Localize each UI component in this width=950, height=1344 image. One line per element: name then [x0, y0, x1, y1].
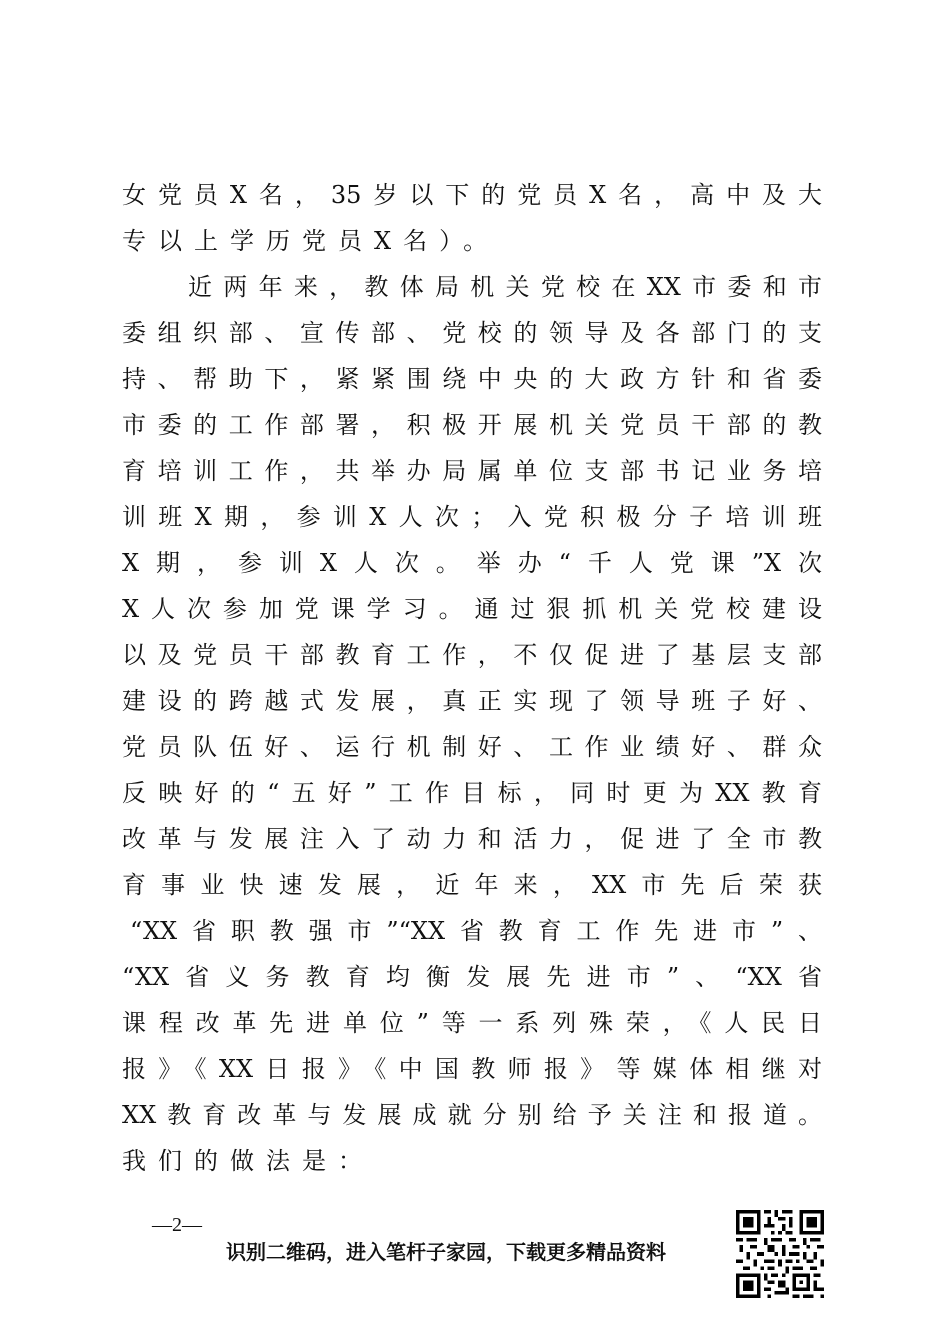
- qr-code-icon[interactable]: [736, 1210, 824, 1298]
- text-line-21: XX教育改革与发展成就分别给予关注和报道。: [122, 1101, 822, 1129]
- text-line-2: 专以上学历党员X名）。: [122, 227, 500, 255]
- text-line-19: 课程改革先进单位”等一系列殊荣，《人民日: [122, 1009, 822, 1037]
- text-line-17: “XX省职教强市”“XX省教育工作先进市”、: [130, 917, 822, 945]
- footer-banner: 识别二维码，进入笔杆子家园，下载更多精品资料: [226, 1240, 666, 1264]
- text-line-10: X人次参加党课学习。通过狠抓机关党校建设: [122, 595, 822, 623]
- text-line-16: 育事业快速发展，近年来，XX市先后荣获: [122, 871, 822, 899]
- page-number: —2—: [152, 1214, 202, 1236]
- text-line-13: 党员队伍好、运行机制好、工作业绩好、群众: [122, 733, 822, 761]
- text-line-20: 报》《XX日报》《中国教师报》等媒体相继对: [122, 1055, 822, 1083]
- text-line-1: 女党员X名，35岁以下的党员X名，高中及大: [122, 181, 822, 209]
- text-line-3: 近两年来，教体局机关党校在XX市委和市: [188, 273, 822, 301]
- text-line-8: 训班X期，参训X人次；入党积极分子培训班: [122, 503, 822, 531]
- body-text: [122, 172, 822, 1184]
- text-line-11: 以及党员干部教育工作，不仅促进了基层支部: [122, 641, 822, 669]
- text-line-22: 我们的做法是：: [122, 1147, 374, 1175]
- text-line-7: 育培训工作，共举办局属单位支部书记业务培: [122, 457, 822, 485]
- text-line-14: 反映好的“五好”工作目标，同时更为XX教育: [122, 779, 822, 807]
- text-line-18: “XX省义务教育均衡发展先进市”、“XX省: [122, 963, 822, 991]
- text-line-12: 建设的跨越式发展，真正实现了领导班子好、: [122, 687, 822, 715]
- text-line-4: 委组织部、宣传部、党校的领导及各部门的支: [122, 319, 822, 347]
- text-line-9: X期，参训X人次。举办“千人党课”X次: [122, 549, 822, 577]
- text-line-5: 持、帮助下，紧紧围绕中央的大政方针和省委: [122, 365, 822, 393]
- text-line-6: 市委的工作部署，积极开展机关党员干部的教: [122, 411, 822, 439]
- text-line-15: 改革与发展注入了动力和活力，促进了全市教: [122, 825, 822, 853]
